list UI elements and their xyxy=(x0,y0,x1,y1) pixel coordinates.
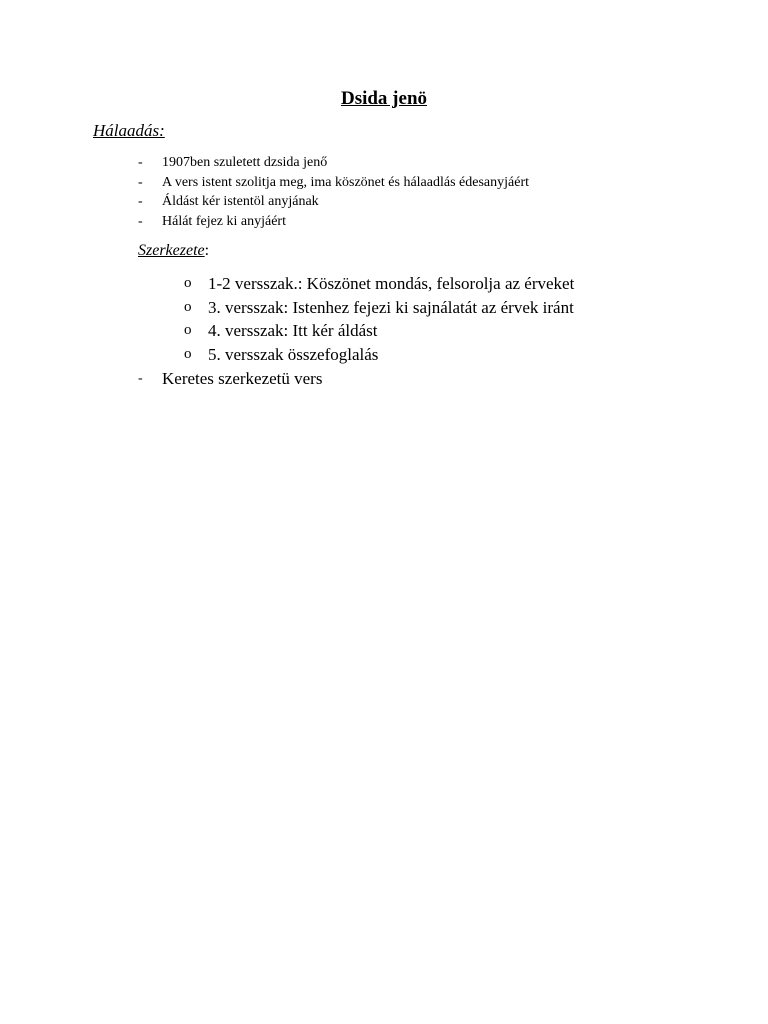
structure-heading-colon: : xyxy=(204,242,210,259)
structure-heading-text: Szerkezete xyxy=(138,242,205,259)
list-item-text: A vers istent szolitja meg, ima köszönet és hálaadlás édesanyjáért xyxy=(162,174,529,190)
list-item xyxy=(0,212,529,232)
list-item xyxy=(0,272,574,296)
intro-list xyxy=(0,153,529,231)
circle-bullet: o xyxy=(184,298,192,315)
structure-list xyxy=(0,272,574,366)
list-item-text: 3. versszak: Istenhez fejezi ki sajnálatát az érvek iránt xyxy=(208,297,574,317)
circle-bullet: o xyxy=(184,275,192,291)
dash-bullet: - xyxy=(138,194,143,209)
dash-bullet: - xyxy=(138,174,143,190)
document-title: Dsida jenö xyxy=(340,88,428,109)
structure-heading xyxy=(138,242,209,260)
list-item-text: Keretes szerkezetü vers xyxy=(162,369,323,388)
list-item-text: 1907ben szuletett dzsida jenő xyxy=(162,155,328,170)
list-item xyxy=(0,319,574,343)
list-item-text: 5. versszak összefoglalás xyxy=(208,344,379,364)
dash-bullet: - xyxy=(138,155,143,170)
circle-bullet: o xyxy=(184,345,192,362)
list-item-text: 4. versszak: Itt kér áldást xyxy=(208,321,378,340)
list-item-text: 1-2 versszak.: Köszönet mondás, felsorolja az érveket xyxy=(208,274,575,293)
dash-bullet: - xyxy=(138,213,143,229)
closing-list xyxy=(0,367,322,390)
list-item xyxy=(0,343,574,367)
list-item-text: Hálát fejez ki anyjáért xyxy=(162,213,286,229)
dash-bullet: - xyxy=(138,371,143,386)
circle-bullet: o xyxy=(184,322,192,338)
section-heading: Hálaadás: xyxy=(93,121,165,140)
list-item xyxy=(0,296,574,320)
list-item xyxy=(0,192,529,212)
list-item xyxy=(0,173,529,193)
list-item xyxy=(0,153,529,173)
list-item xyxy=(0,367,322,390)
list-item-text: Áldást kér istentöl anyjának xyxy=(162,194,319,209)
